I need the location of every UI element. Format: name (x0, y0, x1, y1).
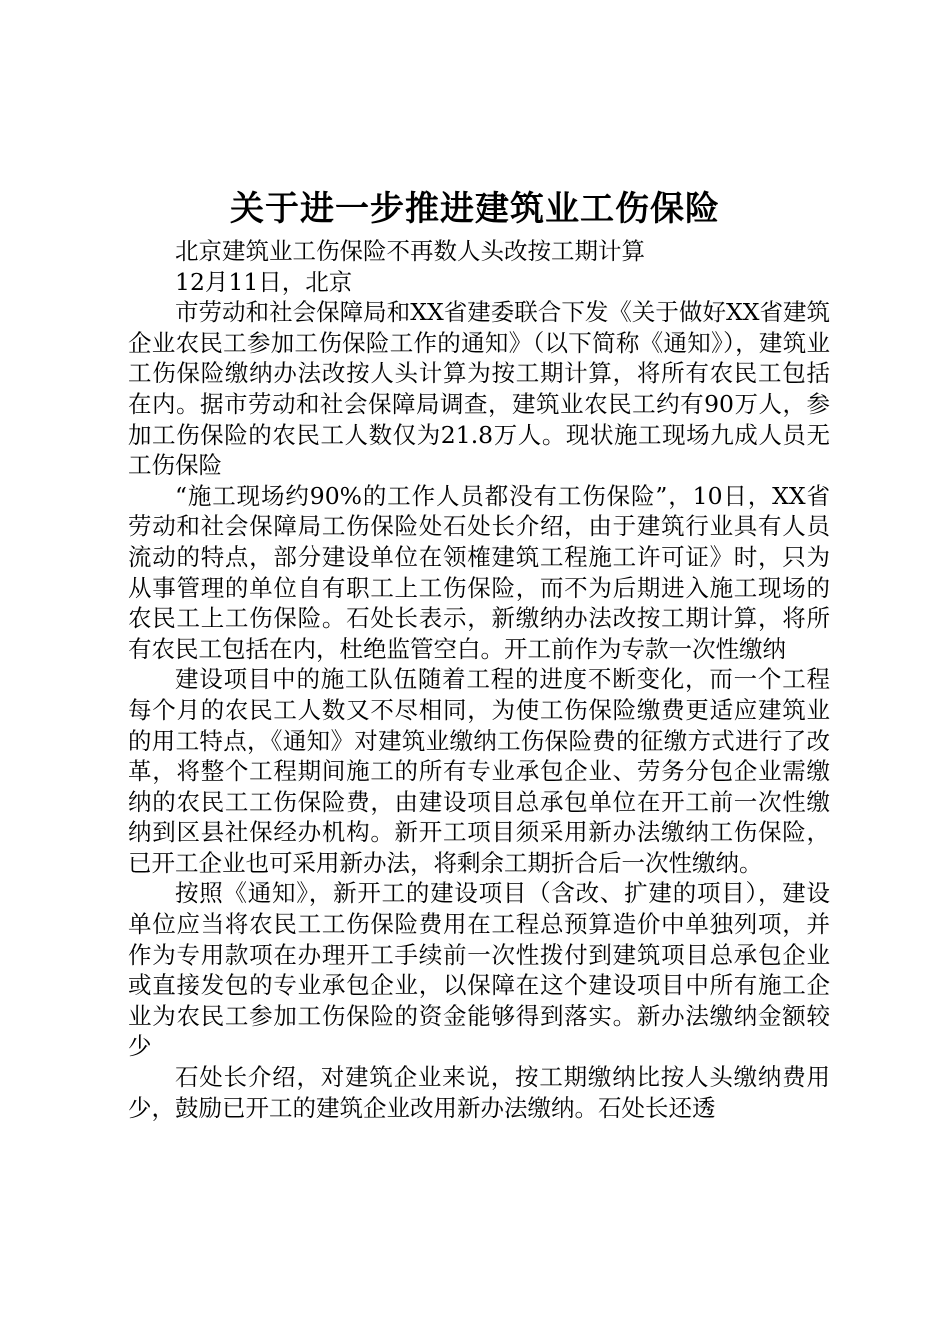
paragraph-cost-comparison: 石处长介绍，对建筑企业来说，按工期缴纳比按人头缴纳费用少，鼓励已开工的建筑企业改用新办法缴纳。石处长还透 (128, 1063, 830, 1122)
paragraph-subtitle: 北京建筑业工伤保险不再数人头改按工期计算 (175, 237, 645, 265)
paragraph-announcement: 市劳动和社会保障局和XX省建委联合下发《关于做好XX省建筑企业农民工参加工伤保险工作的通知》（以下简称《通知》），建筑业工伤保险缴纳办法改按人头计算为按工期计算，将所有农民工包括在内。据市劳动和社会保障局调查，建筑业农民工约有90万人，参加工伤保险的农民工人数仅为21.8万人。现状施工现场九成人员无工伤保险 (128, 298, 830, 480)
paragraph-payment-reform: 建设项目中的施工队伍随着工程的进度不断变化，而一个工程每个月的农民工人数又不尽相同，为使工伤保险缴费更适应建筑业的用工特点，《通知》对建筑业缴纳工伤保险费的征缴方式进行了改革，将整个工程期间施工的所有专业承包企业、劳务分包企业需缴纳的农民工工伤保险费，由建设项目总承包单位在开工前一次性缴纳到区县社保经办机构。新开工项目须采用新办法缴纳工伤保险，已开工企业也可采用新办法，将剩余工期折合后一次性缴纳。 (128, 665, 830, 877)
paragraph-dateline: 12月11日，北京 (175, 267, 353, 296)
paragraph-notice-requirements: 按照《通知》，新开工的建设项目（含改、扩建的项目），建设单位应当将农民工工伤保险费用在工程总预算造价中单独列项，并作为专用款项在办理开工手续前一次性拨付到建筑项目总承包企业或直接发包的专业承包企业，以保障在这个建设项目中所有施工企业为农民工参加工伤保险的资金能够得到落实。新办法缴纳金额较少 (128, 879, 830, 1061)
document-title: 关于进一步推进建筑业工伤保险 (230, 189, 720, 229)
document-body (128, 236, 830, 1123)
paragraph-current-status: “施工现场约90%的工作人员都没有工伤保险”，10日，XX省劳动和社会保障局工伤保险处石处长介绍，由于建筑行业具有人员流动的特点，部分建设单位在领榷建筑工程施工许可证》时，只为从事管理的单位自有职工上工伤保险，而不为后期进入施工现场的农民工上工伤保险。石处长表示，新缴纳办法改按工期计算，将所有农民工包括在内，杜绝监管空白。开工前作为专款一次性缴纳 (128, 481, 830, 663)
